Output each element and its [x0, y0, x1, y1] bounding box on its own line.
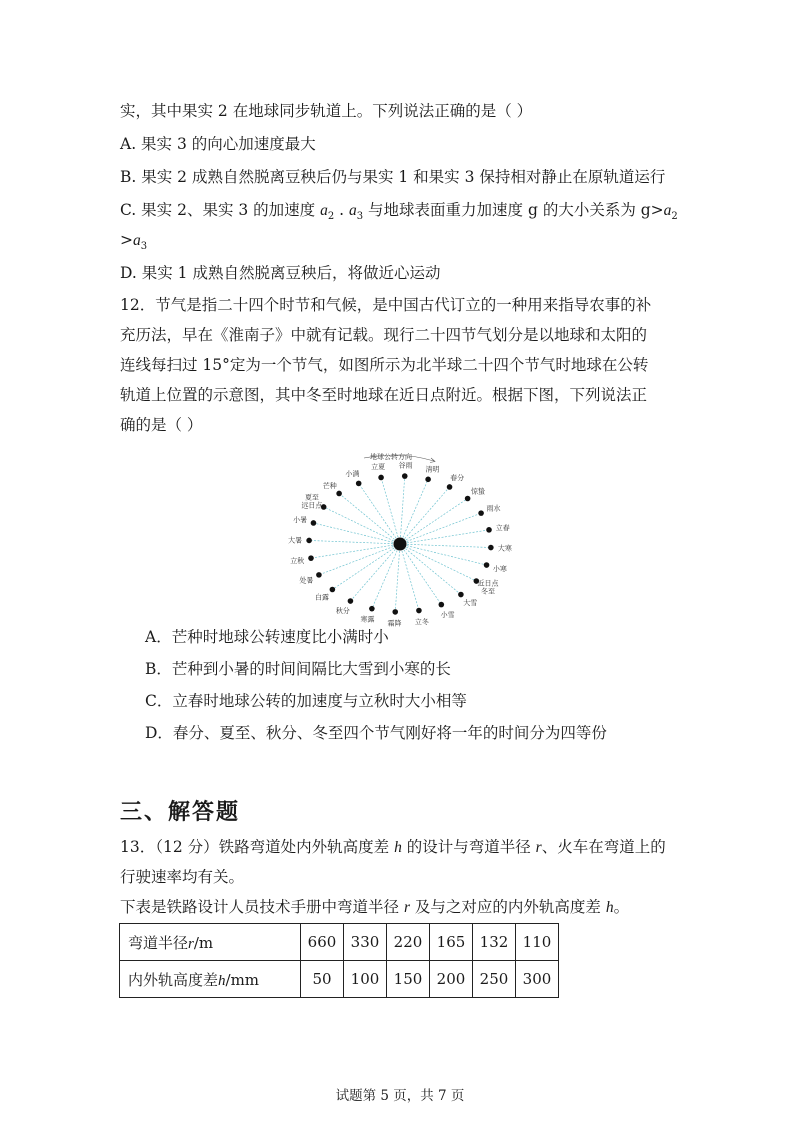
table-cell: 110 — [516, 924, 559, 961]
solar-term-label: 小满 — [345, 470, 360, 479]
table-cell: 165 — [430, 924, 473, 961]
orbit-spoke — [400, 544, 441, 605]
earth-position-dot — [416, 608, 422, 614]
table-cell: 330 — [344, 924, 387, 961]
earth-position-dot — [478, 510, 484, 516]
orbit-spoke — [319, 544, 400, 575]
earth-position-dot — [392, 609, 398, 615]
q13-line-3: 下表是铁路设计人员技术手册中弯道半径 r 及与之对应的内外轨高度差 h。 — [120, 898, 630, 916]
section-title: 三、解答题 — [120, 800, 241, 825]
q11-option-c-cont: $>a_3$ — [120, 231, 148, 253]
solar-term-label: 雨水 — [486, 504, 501, 513]
table-cell: 132 — [473, 924, 516, 961]
solar-term-label: 立春 — [495, 524, 510, 533]
q11-stem-end: 实，其中果实 2 在地球同步轨道上。下列说法正确的是（ ） — [120, 102, 533, 120]
orbit-spoke — [372, 544, 400, 609]
earth-position-dot — [425, 477, 431, 483]
earth-position-dot — [336, 491, 342, 497]
solar-term-label: 大寒 — [497, 544, 512, 553]
solar-term-label: 小雪 — [440, 610, 455, 619]
table-cell: 100 — [344, 961, 387, 998]
solar-term-label: 立夏 — [371, 463, 386, 472]
q12-option-b: B．芒种到小暑的时间间隔比大雪到小寒的长 — [145, 660, 451, 678]
solar-term-label: 春分 — [450, 474, 465, 483]
solar-term-label: 大雪 — [463, 599, 478, 608]
orbit-spoke — [400, 530, 489, 544]
solar-term-label: 近日点冬至 — [477, 579, 499, 596]
earth-position-dot — [330, 587, 336, 593]
solar-term-label: 秋分 — [335, 606, 350, 615]
earth-position-dot — [369, 606, 375, 612]
q12-stem-line-3: 连线每扫过 15°定为一个节气，如图所示为北半球二十四个节气时地球在公转 — [120, 356, 649, 374]
solar-term-label: 立秋 — [290, 556, 305, 565]
table-row — [120, 961, 559, 998]
solar-term-label: 谷雨 — [398, 461, 413, 470]
earth-position-dot — [488, 545, 494, 551]
earth-position-dot — [402, 473, 408, 479]
earth-position-dot — [308, 555, 314, 561]
earth-position-dot — [356, 481, 362, 487]
table-cell: 250 — [473, 961, 516, 998]
table-row — [120, 924, 559, 961]
table-cell: 300 — [516, 961, 559, 998]
solar-terms-orbit-diagram — [282, 447, 522, 628]
q11-option-a: A. 果实 3 的向心加速度最大 — [120, 135, 316, 153]
earth-position-dot — [465, 496, 471, 502]
orbit-spoke — [309, 540, 400, 544]
q12-stem-line-4: 轨道上位置的示意图，其中冬至时地球在近日点附近。根据下图，下列说法正 — [120, 386, 648, 404]
solar-term-label: 惊蛰 — [471, 487, 486, 496]
q12-option-a: A．芒种时地球公转速度比小满时小 — [145, 628, 389, 646]
table-cell: 220 — [387, 924, 430, 961]
earth-position-dot — [447, 484, 453, 490]
solar-term-label: 白露 — [314, 593, 329, 602]
q12-stem-line-2: 充历法，早在《淮南子》中就有记载。现行二十四节气划分是以地球和太阳的 — [120, 326, 648, 344]
table-cell: 660 — [301, 924, 344, 961]
orbit-spoke — [311, 544, 400, 558]
earth-position-dot — [316, 572, 322, 578]
sun-dot — [394, 538, 407, 551]
table-cell: 50 — [301, 961, 344, 998]
solar-term-label: 芒种 — [322, 481, 337, 490]
orbit-spoke — [400, 479, 428, 544]
q11-option-d: D. 果实 1 成熟自然脱离豆秧后，将做近心运动 — [120, 264, 441, 282]
earth-position-dot — [439, 602, 445, 608]
earth-position-dot — [311, 520, 317, 526]
earth-position-dot — [378, 475, 384, 481]
orbit-spoke — [400, 544, 419, 611]
earth-position-dot — [458, 592, 464, 598]
earth-position-dot — [348, 598, 354, 604]
q12-stem-line-1: 12．节气是指二十四个时节和气候，是中国古代订立的一种用来指导农事的补 — [120, 296, 652, 314]
orbit-direction-label: 地球公转方向 — [370, 453, 412, 461]
orbit-spoke — [381, 477, 400, 544]
orbit-spoke — [359, 483, 400, 544]
solar-term-label: 小寒 — [492, 564, 507, 573]
q11-option-b: B. 果实 2 成熟自然脱离豆秧后仍与果实 1 和果实 3 保持相对静止在原轨道运行 — [120, 168, 666, 186]
solar-term-label: 夏至远日点 — [301, 493, 323, 510]
earth-position-dot — [306, 538, 312, 544]
solar-term-label: 寒露 — [360, 615, 375, 624]
table-cell: 200 — [430, 961, 473, 998]
q12-option-d: D．春分、夏至、秋分、冬至四个节气刚好将一年的时间分为四等份 — [145, 724, 607, 742]
earth-position-dot — [486, 527, 492, 533]
q12-stem-line-5: 确的是（ ） — [120, 416, 203, 434]
orbit-spoke — [400, 513, 481, 544]
q12-option-c: C．立春时地球公转的加速度与立秋时大小相等 — [145, 692, 467, 710]
solar-term-label: 立冬 — [414, 617, 429, 626]
table-cell: 150 — [387, 961, 430, 998]
radius-height-table — [119, 923, 559, 998]
q13-line-1: 13．（12 分）铁路弯道处内外轨高度差 h 的设计与弯道半径 r、火车在弯道上的 — [120, 838, 666, 856]
orbit-spoke — [400, 544, 491, 548]
page-footer: 试题第 5 页，共 7 页 — [335, 1088, 465, 1104]
solar-term-label: 小暑 — [293, 516, 308, 525]
earth-position-dot — [484, 562, 490, 568]
q11-option-c: C. 果实 2、果实 3 的加速度 $a_2$ . $a_3$ 与地球表面重力加速度 g 的大小关系为 $g>a_2$ — [120, 201, 678, 223]
solar-term-label: 清明 — [425, 465, 440, 474]
solar-term-label: 大暑 — [288, 536, 303, 545]
q13-line-2: 行驶速率均有关。 — [120, 868, 245, 886]
row-header-height: 内外轨高度差h/mm — [120, 961, 301, 998]
row-header-radius: 弯道半径r/m — [120, 924, 301, 961]
solar-term-label: 霜降 — [387, 619, 402, 628]
solar-term-label: 处暑 — [299, 576, 314, 585]
